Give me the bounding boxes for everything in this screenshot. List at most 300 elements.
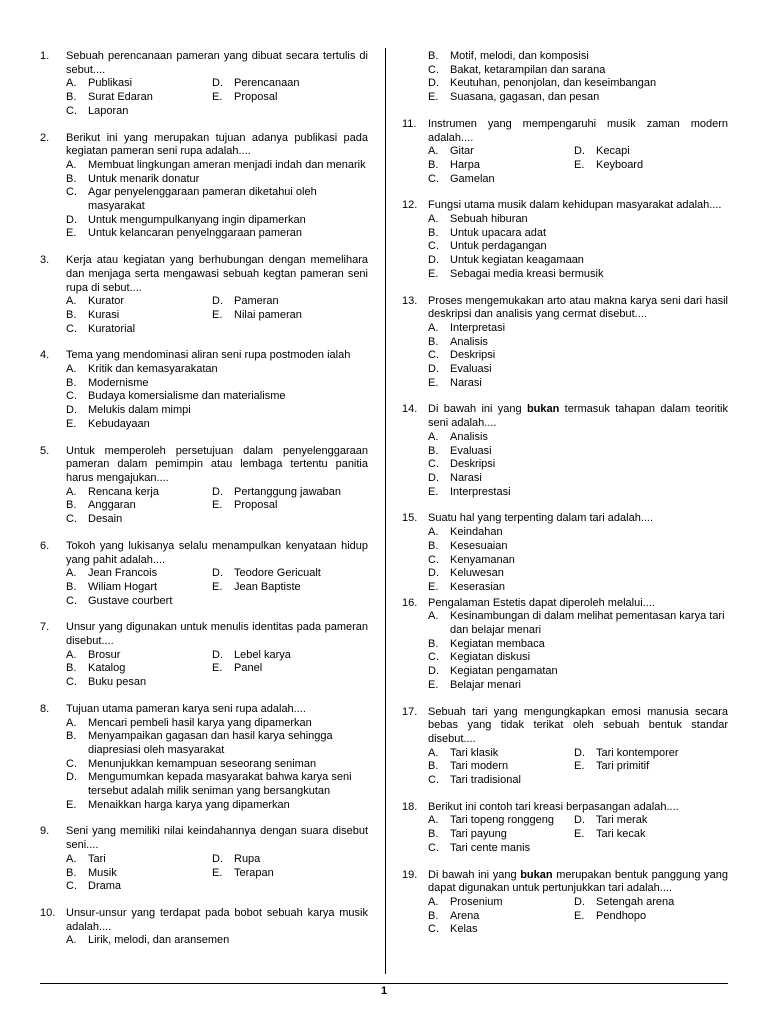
option-text: Pameran bbox=[234, 295, 279, 308]
option-letter: E. bbox=[428, 580, 439, 593]
answer-options bbox=[66, 77, 368, 118]
option-letter: E. bbox=[574, 909, 585, 922]
option-text: Tari tradisional bbox=[450, 774, 521, 787]
option-letter: C. bbox=[66, 676, 77, 689]
option-letter: C. bbox=[428, 651, 439, 664]
answer-option bbox=[428, 268, 728, 282]
option-text: Gitar bbox=[450, 145, 474, 158]
option-letter: B. bbox=[66, 376, 77, 389]
option-text: Untuk kegiatan keagamaan bbox=[450, 254, 584, 267]
option-text: Tari cente manis bbox=[450, 841, 531, 854]
option-letter: B. bbox=[428, 226, 439, 239]
answer-options bbox=[66, 934, 368, 948]
question-item bbox=[402, 199, 728, 281]
option-text: Untuk kelancaran penyelnggaraan pameran bbox=[88, 227, 303, 240]
option-letter: B. bbox=[66, 172, 77, 185]
question-number: 13. bbox=[402, 294, 418, 307]
answer-option bbox=[212, 77, 368, 91]
question-item bbox=[402, 50, 728, 105]
option-letter: C. bbox=[428, 458, 439, 471]
answer-option bbox=[428, 554, 728, 568]
answer-option bbox=[428, 665, 728, 679]
option-text: Sebagai media kreasi bermusik bbox=[450, 267, 604, 280]
option-text: Tari kecak bbox=[596, 828, 646, 841]
answer-option bbox=[212, 853, 368, 867]
option-text: Teodore Gericualt bbox=[234, 567, 321, 580]
option-text: Interpretasi bbox=[450, 321, 506, 334]
answer-option bbox=[66, 404, 368, 418]
question-number: 17. bbox=[402, 705, 418, 718]
answer-option bbox=[66, 595, 212, 609]
option-letter: D. bbox=[428, 77, 439, 90]
answer-option bbox=[574, 760, 728, 774]
answer-option bbox=[428, 610, 728, 637]
option-letter: A. bbox=[66, 158, 77, 171]
answer-option bbox=[66, 377, 368, 391]
question-number: 7. bbox=[40, 621, 50, 634]
answer-option bbox=[66, 323, 212, 337]
question-number: 9. bbox=[40, 825, 50, 838]
option-text: Pertanggung jawaban bbox=[234, 485, 342, 498]
answer-options bbox=[428, 50, 728, 105]
option-letter: C. bbox=[428, 923, 439, 936]
question-number: 10. bbox=[40, 906, 56, 919]
option-letter: C. bbox=[428, 63, 439, 76]
option-text: Untuk mengumpulkanyang ingin dipamerkan bbox=[88, 213, 306, 226]
answer-options bbox=[66, 853, 368, 894]
option-letter: D. bbox=[212, 567, 223, 580]
option-letter: D. bbox=[574, 814, 585, 827]
option-letter: D. bbox=[574, 145, 585, 158]
option-letter: A. bbox=[66, 567, 77, 580]
question-text: Suatu hal yang terpenting dalam tari adalah.... bbox=[428, 512, 654, 525]
option-text: Setengah arena bbox=[596, 895, 675, 908]
option-letter: A. bbox=[428, 814, 439, 827]
answer-options bbox=[428, 213, 728, 282]
option-letter: B. bbox=[428, 335, 439, 348]
option-text: Narasi bbox=[450, 471, 482, 484]
question-item bbox=[402, 295, 728, 391]
option-text: Buku pesan bbox=[88, 676, 147, 689]
option-text: Analisis bbox=[450, 430, 488, 443]
question-text: Unsur yang digunakan untuk menulis identitas pada pameran disebut.... bbox=[66, 621, 368, 648]
option-text: Modernisme bbox=[88, 376, 149, 389]
option-text: Proposal bbox=[234, 91, 278, 104]
answer-option bbox=[428, 445, 728, 459]
option-letter: D. bbox=[66, 213, 77, 226]
option-text: Kegiatan pengamatan bbox=[450, 665, 558, 678]
answer-option bbox=[66, 309, 212, 323]
answer-option bbox=[428, 240, 728, 254]
question-text-part: Di bawah ini yang bbox=[428, 868, 521, 881]
question-text: Sebuah tari yang mengungkapkan emosi manusia secara bebas yang tidak terikat oleh sebuah bentuk standar disebut.... bbox=[428, 705, 728, 745]
answer-option bbox=[428, 363, 728, 377]
option-letter: A. bbox=[66, 77, 77, 90]
answer-option bbox=[428, 227, 728, 241]
answer-options bbox=[66, 649, 368, 690]
answer-options bbox=[428, 610, 728, 692]
option-text: Belajar menari bbox=[450, 678, 521, 691]
option-letter: E. bbox=[574, 158, 585, 171]
option-text: Lirik, melodi, dan aransemen bbox=[88, 934, 230, 947]
answer-option bbox=[66, 91, 212, 105]
option-letter: B. bbox=[66, 866, 77, 879]
option-letter: E. bbox=[428, 376, 439, 389]
answer-option bbox=[66, 758, 368, 772]
question-text: Sebuah perencanaan pameran yang dibuat secara tertulis di sebut.... bbox=[66, 50, 368, 76]
column-divider bbox=[385, 48, 386, 974]
question-number: 8. bbox=[40, 702, 50, 715]
answer-options bbox=[66, 159, 368, 241]
question-item bbox=[402, 512, 728, 594]
option-letter: C. bbox=[66, 104, 77, 117]
option-letter: B. bbox=[66, 499, 77, 512]
answer-option bbox=[428, 349, 728, 363]
option-text: Tari primitif bbox=[596, 760, 650, 773]
option-letter: A. bbox=[428, 430, 439, 443]
option-text: Kelas bbox=[450, 923, 478, 936]
option-text: Drama bbox=[88, 880, 122, 893]
answer-options bbox=[428, 526, 728, 595]
question-item bbox=[40, 540, 368, 609]
option-text: Evaluasi bbox=[450, 363, 492, 376]
question-text bbox=[428, 869, 728, 896]
option-text: Deskripsi bbox=[450, 458, 496, 471]
option-text: Kesesuaian bbox=[450, 539, 508, 552]
answer-option bbox=[212, 567, 368, 581]
option-letter: B. bbox=[66, 308, 77, 321]
option-text: Tari kontemporer bbox=[596, 746, 679, 759]
option-text: Kesinambungan di dalam melihat pementasan karya tari dan belajar menari bbox=[450, 610, 725, 637]
option-text: Proposal bbox=[234, 499, 278, 512]
option-letter: E. bbox=[212, 662, 223, 675]
option-letter: E. bbox=[66, 227, 77, 240]
answer-option bbox=[66, 662, 212, 676]
answer-options bbox=[428, 431, 728, 500]
option-letter: B. bbox=[428, 760, 439, 773]
option-letter: C. bbox=[66, 322, 77, 335]
question-number: 15. bbox=[402, 512, 418, 525]
answer-option bbox=[428, 747, 574, 761]
option-text: Membuat lingkungan ameran menjadi indah dan menarik bbox=[88, 158, 366, 171]
option-letter: C. bbox=[428, 240, 439, 253]
option-letter: C. bbox=[428, 841, 439, 854]
option-letter: D. bbox=[212, 852, 223, 865]
option-letter: D. bbox=[212, 485, 223, 498]
option-text: Tari modern bbox=[450, 760, 509, 773]
question-text bbox=[428, 403, 728, 430]
answer-option bbox=[574, 828, 728, 842]
answer-option bbox=[428, 64, 728, 78]
option-text: Untuk upacara adat bbox=[450, 226, 547, 239]
question-text-part: termasuk tahapan dalam teoritik seni adalah.... bbox=[428, 403, 728, 430]
option-letter: E. bbox=[428, 678, 439, 691]
answer-option bbox=[66, 159, 368, 173]
answer-option bbox=[66, 105, 212, 119]
answer-option bbox=[428, 458, 728, 472]
answer-option bbox=[428, 638, 728, 652]
option-text: Prosenium bbox=[450, 895, 503, 908]
question-text: Tokoh yang lukisanya selalu menampulkan kenyataan hidup yang pahit adalah.... bbox=[66, 539, 368, 566]
option-letter: A. bbox=[428, 321, 439, 334]
answer-option bbox=[66, 934, 368, 948]
question-number: 14. bbox=[402, 403, 418, 416]
option-letter: A. bbox=[66, 934, 77, 947]
question-item bbox=[40, 349, 368, 431]
option-letter: B. bbox=[66, 91, 77, 104]
option-text: Pendhopo bbox=[596, 909, 647, 922]
option-text: Kecapi bbox=[596, 145, 630, 158]
answer-options bbox=[428, 145, 728, 186]
option-letter: D. bbox=[212, 77, 223, 90]
option-text: Mengumumkan kepada masyarakat bahwa karya seni tersebut adalah milik seniman yang bersangkutan bbox=[88, 771, 352, 798]
option-text: Harpa bbox=[450, 158, 480, 171]
option-letter: E. bbox=[212, 91, 223, 104]
question-text-part: Di bawah ini yang bbox=[428, 403, 527, 416]
option-text: Untuk menarik donatur bbox=[88, 172, 200, 185]
option-letter: B. bbox=[428, 637, 439, 650]
option-letter: A. bbox=[428, 145, 439, 158]
option-text: Menaikkan harga karya yang dipamerkan bbox=[88, 798, 290, 811]
option-letter: A. bbox=[428, 526, 439, 539]
option-text: Terapan bbox=[234, 866, 274, 879]
answer-option bbox=[66, 173, 368, 187]
option-text: Rupa bbox=[234, 852, 261, 865]
option-text: Keyboard bbox=[596, 158, 644, 171]
question-text: Tema yang mendominasi aliran seni rupa postmoden ialah bbox=[66, 349, 351, 362]
option-letter: B. bbox=[66, 730, 77, 743]
question-number: 16. bbox=[402, 596, 418, 609]
question-item bbox=[40, 132, 368, 242]
option-text: Melukis dalam mimpi bbox=[88, 404, 191, 417]
option-text: Keutuhan, penonjolan, dan keseimbangan bbox=[450, 77, 657, 90]
question-number: 12. bbox=[402, 199, 418, 212]
answer-options bbox=[428, 747, 728, 788]
answer-option bbox=[574, 896, 728, 910]
option-text: Keluwesan bbox=[450, 567, 504, 580]
option-text: Agar penyelenggaraan pameran diketahui oleh masyarakat bbox=[88, 186, 317, 213]
question-item bbox=[40, 825, 368, 894]
answer-option bbox=[66, 730, 368, 757]
option-text: Suasana, gagasan, dan pesan bbox=[450, 91, 600, 104]
question-text: Berikut ini yang merupakan tujuan adanya publikasi pada kegiatan pameran seni rupa adalah.... bbox=[66, 131, 368, 158]
option-letter: C. bbox=[66, 186, 77, 199]
option-text: Tari payung bbox=[450, 828, 507, 841]
answer-option bbox=[428, 774, 574, 788]
question-text: Pengalaman Estetis dapat diperoleh melalui.... bbox=[428, 596, 655, 609]
option-letter: B. bbox=[66, 662, 77, 675]
option-letter: A. bbox=[66, 716, 77, 729]
option-letter: C. bbox=[66, 390, 77, 403]
answer-option bbox=[428, 377, 728, 391]
option-letter: B. bbox=[428, 828, 439, 841]
answer-option bbox=[428, 679, 728, 693]
option-letter: D. bbox=[428, 363, 439, 376]
question-item bbox=[40, 703, 368, 813]
answer-option bbox=[66, 227, 368, 241]
option-text: Budaya komersialisme dan materialisme bbox=[88, 390, 286, 403]
question-item bbox=[40, 50, 368, 119]
option-text: Nilai pameran bbox=[234, 308, 302, 321]
question-number: 11. bbox=[402, 117, 417, 130]
answer-options bbox=[428, 814, 728, 855]
option-letter: A. bbox=[66, 485, 77, 498]
option-letter: E. bbox=[428, 91, 439, 104]
answer-option bbox=[574, 814, 728, 828]
option-text: Interprestasi bbox=[450, 485, 511, 498]
answer-options bbox=[428, 896, 728, 937]
answer-options bbox=[66, 363, 368, 432]
answer-option bbox=[66, 799, 368, 813]
answer-options bbox=[66, 295, 368, 336]
option-letter: B. bbox=[428, 909, 439, 922]
answer-option bbox=[428, 254, 728, 268]
option-letter: A. bbox=[428, 610, 439, 623]
question-number: 6. bbox=[40, 539, 50, 552]
option-text: Untuk perdagangan bbox=[450, 240, 547, 253]
answer-options bbox=[66, 486, 368, 527]
answer-option bbox=[428, 760, 574, 774]
option-letter: B. bbox=[428, 444, 439, 457]
answer-option bbox=[66, 418, 368, 432]
option-letter: D. bbox=[212, 295, 223, 308]
question-text: Unsur-unsur yang terdapat pada bobot sebuah karya musik adalah.... bbox=[66, 906, 368, 933]
option-text: Kegiatan membaca bbox=[450, 637, 545, 650]
answer-option bbox=[66, 499, 212, 513]
question-number: 5. bbox=[40, 444, 50, 457]
option-text: Musik bbox=[88, 866, 117, 879]
answer-option bbox=[428, 91, 728, 105]
answer-option bbox=[428, 213, 728, 227]
question-text-part: merupakan bentuk panggung yang dapat digunakan untuk pertunjukkan tari adalah.... bbox=[428, 868, 728, 895]
answer-option bbox=[66, 880, 212, 894]
question-number: 2. bbox=[40, 131, 50, 144]
option-text: Sebuah hiburan bbox=[450, 213, 528, 226]
option-letter: C. bbox=[66, 513, 77, 526]
option-text: Deskripsi bbox=[450, 349, 496, 362]
question-number: 4. bbox=[40, 349, 50, 362]
answer-options bbox=[66, 717, 368, 813]
option-letter: E. bbox=[212, 580, 223, 593]
answer-option bbox=[66, 567, 212, 581]
answer-option bbox=[574, 747, 728, 761]
option-letter: D. bbox=[66, 771, 77, 784]
option-text: Lebel karya bbox=[234, 648, 291, 661]
option-letter: C. bbox=[428, 774, 439, 787]
question-number: 19. bbox=[402, 868, 418, 881]
answer-option bbox=[428, 486, 728, 500]
right-column bbox=[402, 50, 728, 950]
answer-option bbox=[212, 649, 368, 663]
option-text: Narasi bbox=[450, 376, 482, 389]
answer-option bbox=[428, 145, 574, 159]
option-letter: E. bbox=[574, 828, 585, 841]
option-letter: C. bbox=[428, 172, 439, 185]
question-emphasis: bukan bbox=[526, 403, 560, 416]
answer-option bbox=[66, 77, 212, 91]
option-text: Arena bbox=[450, 909, 480, 922]
answer-option bbox=[66, 486, 212, 500]
question-text: Kerja atau kegiatan yang berhubungan dengan memelihara dan menjaga serta mengawasi sebuah kegtan pameran seni rupa di sebut.... bbox=[66, 254, 368, 294]
option-letter: E. bbox=[428, 267, 439, 280]
answer-option bbox=[428, 842, 574, 856]
answer-option bbox=[66, 186, 368, 213]
question-item bbox=[402, 869, 728, 938]
question-item bbox=[40, 445, 368, 527]
option-letter: A. bbox=[428, 895, 439, 908]
answer-option bbox=[212, 309, 368, 323]
answer-option bbox=[66, 363, 368, 377]
option-text: Publikasi bbox=[88, 77, 133, 90]
question-text: Seni yang memiliki nilai keindahannya dengan suara disebut seni.... bbox=[66, 825, 368, 852]
answer-option bbox=[428, 322, 728, 336]
option-letter: B. bbox=[428, 539, 439, 552]
answer-option bbox=[66, 513, 212, 527]
answer-option bbox=[212, 581, 368, 595]
answer-option bbox=[212, 486, 368, 500]
question-item bbox=[40, 907, 368, 948]
option-letter: B. bbox=[66, 580, 77, 593]
option-letter: D. bbox=[428, 567, 439, 580]
answer-option bbox=[428, 431, 728, 445]
option-letter: B. bbox=[428, 50, 439, 62]
left-column bbox=[40, 50, 368, 961]
option-letter: D. bbox=[428, 471, 439, 484]
option-text: Panel bbox=[234, 662, 263, 675]
answer-option bbox=[428, 828, 574, 842]
answer-option bbox=[428, 896, 574, 910]
option-text: Kritik dan kemasyarakatan bbox=[88, 363, 218, 376]
question-number: 18. bbox=[402, 800, 418, 813]
option-letter: E. bbox=[212, 866, 223, 879]
answer-option bbox=[66, 867, 212, 881]
question-text: Fungsi utama musik dalam kehidupan masyarakat adalah.... bbox=[428, 199, 722, 212]
option-text: Evaluasi bbox=[450, 444, 492, 457]
answer-option bbox=[428, 651, 728, 665]
option-text: Katalog bbox=[88, 662, 126, 675]
answer-option bbox=[428, 581, 728, 595]
answer-option bbox=[428, 923, 574, 937]
answer-option bbox=[574, 159, 728, 173]
option-text: Kurator bbox=[88, 295, 125, 308]
footer-rule bbox=[40, 983, 728, 984]
option-text: Menyampaikan gagasan dan hasil karya sehingga diapresiasi oleh masyarakat bbox=[88, 730, 333, 756]
option-text: Desain bbox=[88, 513, 123, 526]
option-text: Tari merak bbox=[596, 814, 648, 827]
question-item bbox=[40, 254, 368, 336]
option-letter: C. bbox=[66, 757, 77, 770]
option-letter: C. bbox=[428, 349, 439, 362]
answer-option bbox=[428, 472, 728, 486]
option-letter: B. bbox=[428, 158, 439, 171]
question-text: Untuk memperoleh persetujuan dalam penyelenggaraan pameran dalam pemimpin atau lembaga tertentu panitia harus mengajukan.... bbox=[66, 444, 368, 484]
answer-option bbox=[428, 50, 728, 64]
question-text: Instrumen yang mempengaruhi musik zaman modern adalah.... bbox=[428, 117, 728, 144]
option-text: Keindahan bbox=[450, 526, 503, 539]
option-letter: D. bbox=[212, 648, 223, 661]
answer-option bbox=[212, 91, 368, 105]
answer-option bbox=[428, 540, 728, 554]
option-letter: A. bbox=[428, 746, 439, 759]
option-text: Jean Francois bbox=[88, 567, 158, 580]
answer-option bbox=[66, 214, 368, 228]
answer-option bbox=[428, 77, 728, 91]
answer-option bbox=[428, 910, 574, 924]
option-text: Menunjukkan kemampuan seseorang seniman bbox=[88, 757, 317, 770]
option-text: Keserasian bbox=[450, 580, 506, 593]
answer-options bbox=[428, 322, 728, 391]
option-letter: E. bbox=[66, 417, 77, 430]
